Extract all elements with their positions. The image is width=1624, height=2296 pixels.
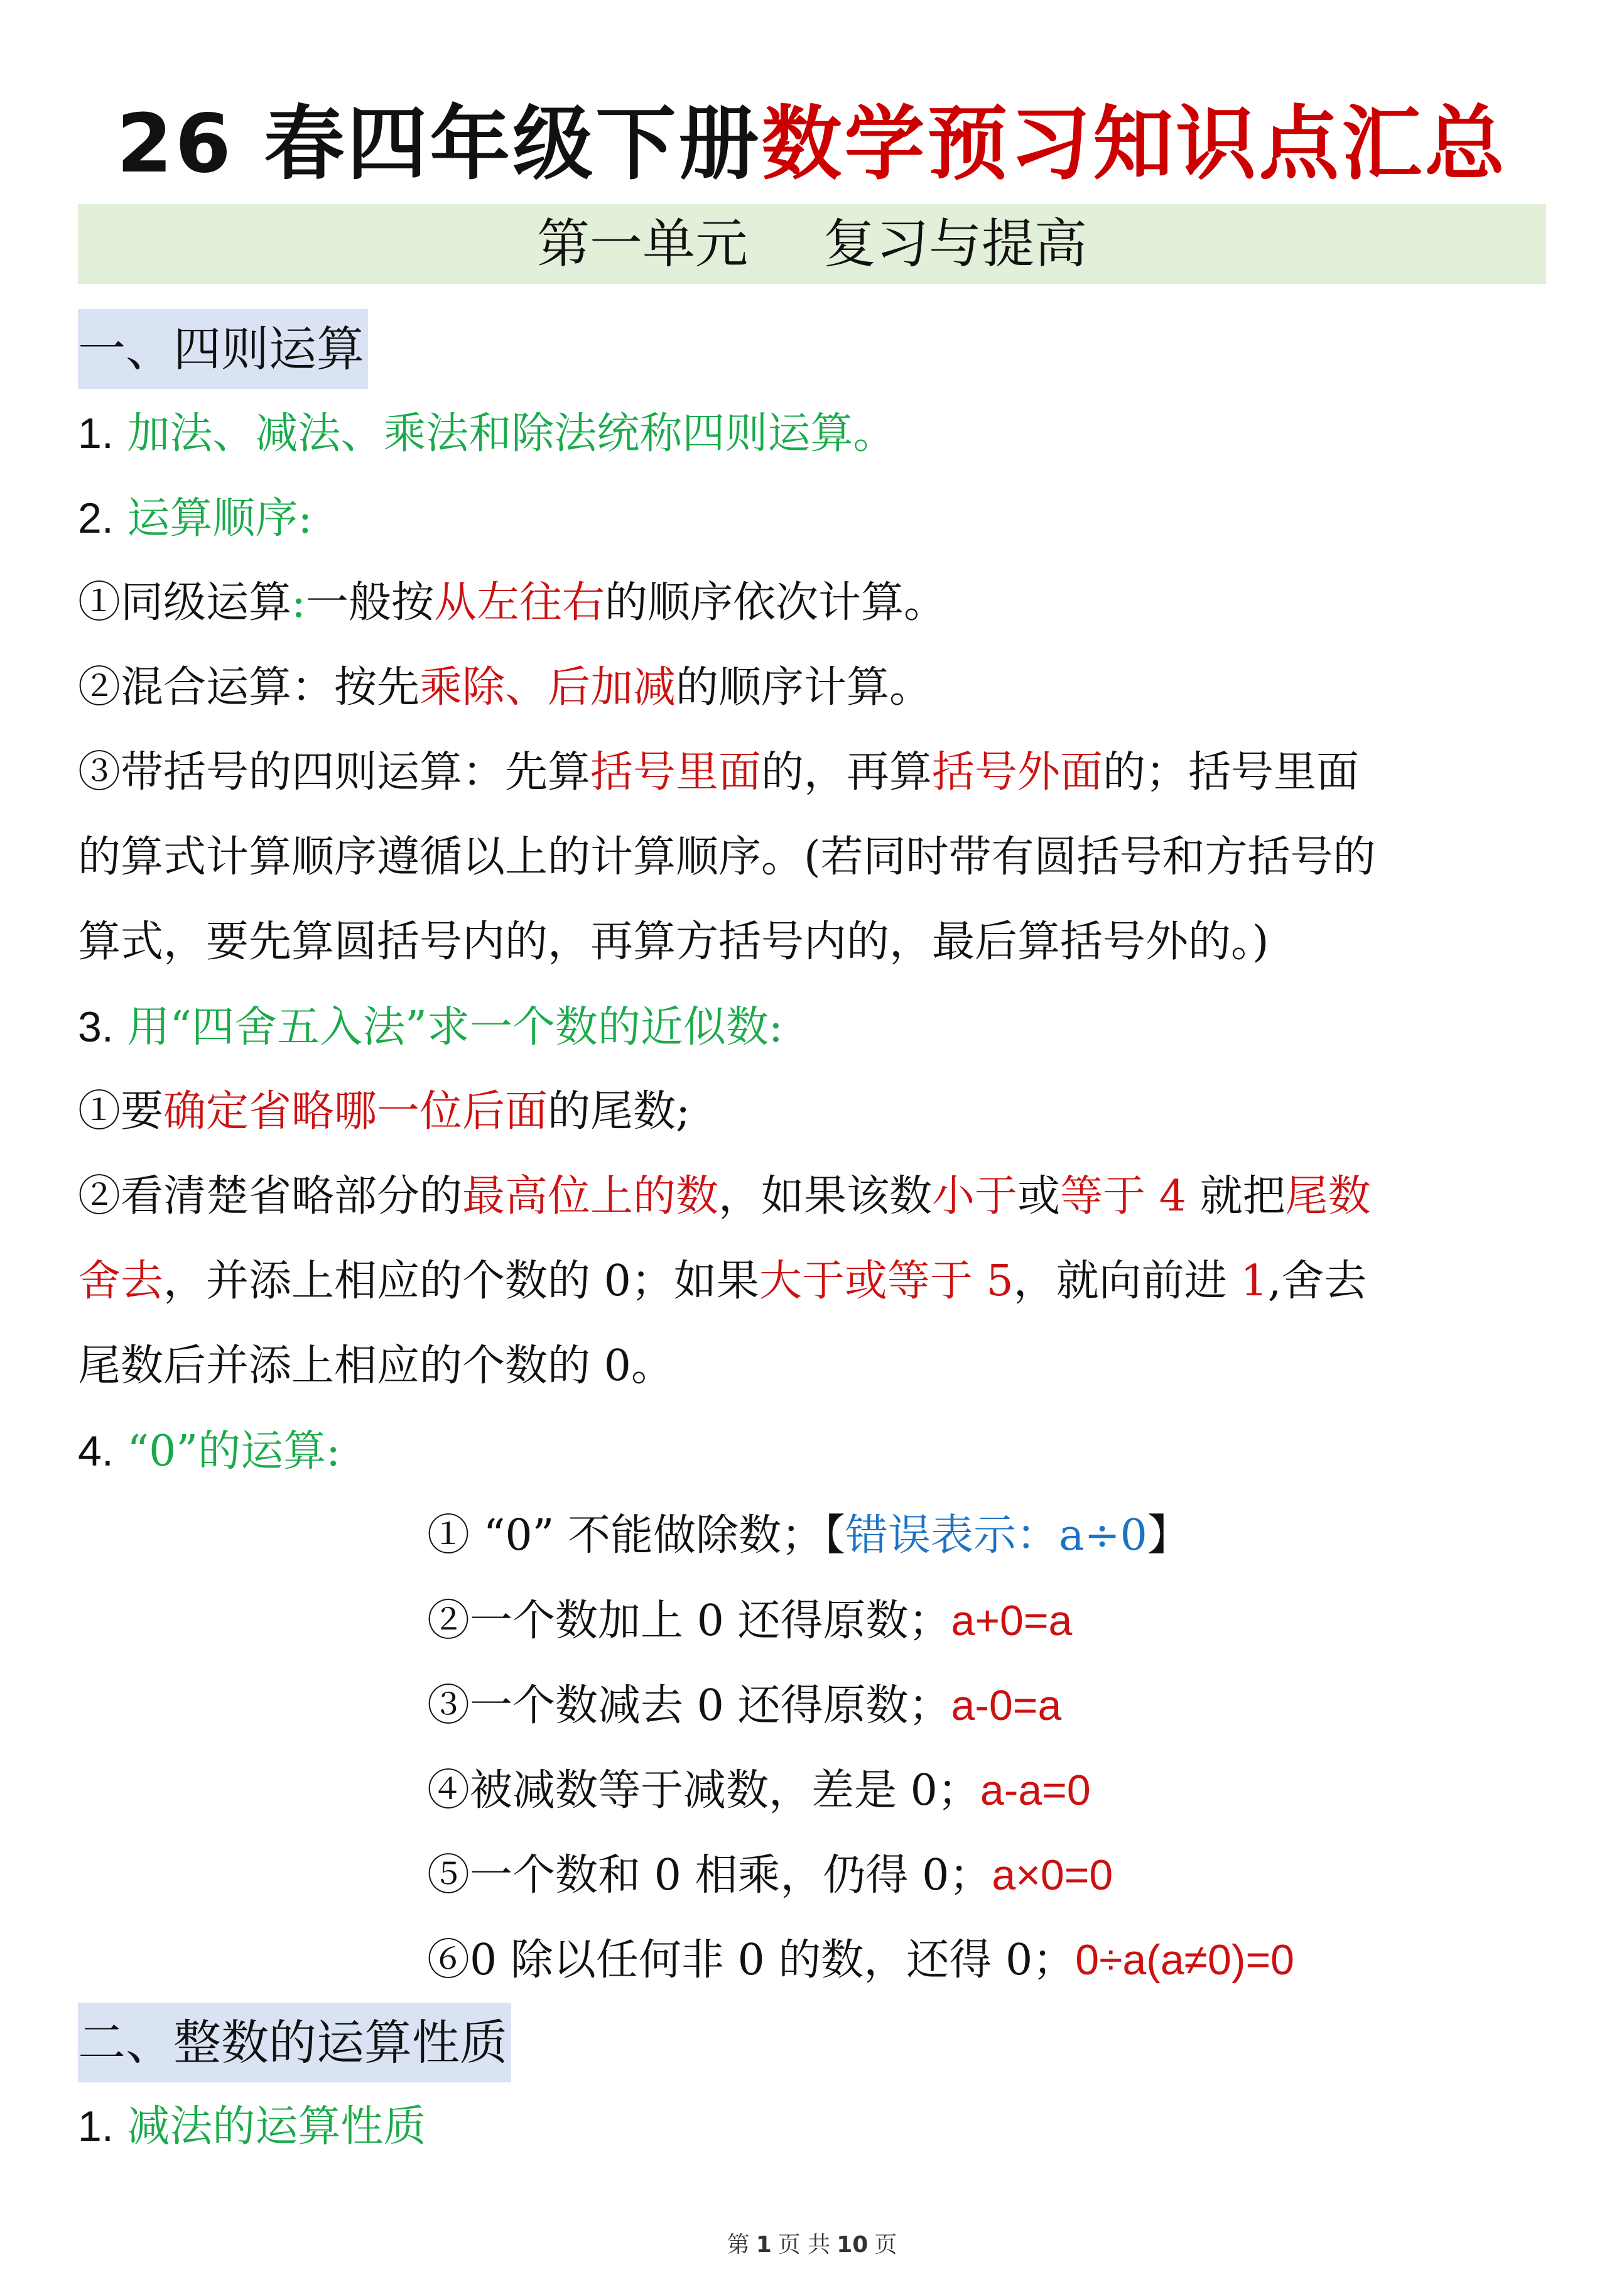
rounding-rule-2-line3: 尾数后并添上相应的个数的 0。 <box>78 1341 674 1391</box>
rule-emphasis: 括号外面 <box>932 748 1103 797</box>
rule-text: 就把 <box>1186 1172 1286 1221</box>
current-page-number: 1 <box>755 2232 772 2258</box>
rounding-rule-2 <box>78 1165 1371 1228</box>
item-number: 3. <box>78 1003 114 1051</box>
title-red-part: 数学预习知识点汇总 <box>761 97 1508 191</box>
zero-rule-5 <box>427 1844 1113 1907</box>
footer-suffix: 页 <box>874 2232 897 2258</box>
footer-prefix: 第 <box>727 2232 750 2258</box>
rule-text: ，并添上相应的个数的 0；如果 <box>163 1256 759 1306</box>
zero-rule-1 <box>427 1504 1190 1567</box>
zero-rule-2 <box>427 1589 1072 1653</box>
rule-emphasis: 乘除、后加减 <box>420 663 676 712</box>
formula: a×0=0 <box>992 1851 1113 1899</box>
item-1-1 <box>78 402 896 465</box>
rule-text: ⑥0 除以任何非 0 的数，还得 0； <box>427 1935 1076 1985</box>
rule-text: ②混合运算：按先 <box>78 663 420 712</box>
unit-name: 复习与提高 <box>823 213 1088 275</box>
item-text: 运算顺序: <box>127 494 313 543</box>
rule-text: 的顺序计算。 <box>676 663 933 712</box>
rule-emphasis: 确定省略哪一位后面 <box>163 1087 548 1136</box>
rule-emphasis: 小于 <box>932 1172 1018 1221</box>
rule-text: ⑤一个数和 0 相乘，仍得 0； <box>427 1851 992 1900</box>
rule-text: ,舍去 <box>1267 1256 1367 1306</box>
page-footer <box>0 2227 1624 2259</box>
section-heading-1: 一、四则运算 <box>78 309 368 389</box>
item-text: “0”的运算: <box>127 1427 341 1476</box>
item-number: 2. <box>78 494 114 542</box>
item-number: 4. <box>78 1427 114 1475</box>
rule-text: ，如果该数 <box>718 1172 933 1221</box>
item-text: 加法、减法、乘法和除法统称四则运算。 <box>127 409 896 459</box>
order-rule-3-line3: 算式，要先算圆括号内的，再算方括号内的，最后算括号外的。) <box>78 917 1269 967</box>
rule-text: 或 <box>1017 1172 1061 1221</box>
formula: a-a=0 <box>980 1766 1091 1814</box>
rule-text: 的，再算 <box>761 748 933 797</box>
rule-text: 的；括号里面 <box>1103 748 1360 797</box>
rule-label: ①同级运算 <box>78 578 292 628</box>
title-black-part: 26 春四年级下册 <box>116 97 762 191</box>
unit-number: 第一单元 <box>536 213 748 275</box>
formula: a+0=a <box>951 1597 1073 1645</box>
rule-emphasis: 括号里面 <box>590 748 762 797</box>
zero-rule-3 <box>427 1674 1061 1738</box>
formula: a-0=a <box>951 1682 1062 1729</box>
zero-rule-4 <box>427 1759 1091 1822</box>
rule-text: ④被减数等于减数，差是 0； <box>427 1766 980 1815</box>
item-number: 1. <box>78 410 114 457</box>
rule-text: ②看清楚省略部分的 <box>78 1172 463 1221</box>
rule-emphasis: 尾数 <box>1285 1172 1371 1221</box>
formula: 0÷a(a≠0)=0 <box>1075 1936 1294 1984</box>
order-rule-3 <box>78 741 1359 804</box>
zero-rule-6 <box>427 1929 1294 1992</box>
item-1-2 <box>78 487 312 550</box>
item-number: 1. <box>78 2103 114 2150</box>
rule-text: ，就向前进 <box>1013 1256 1241 1306</box>
footer-mid: 页 共 <box>777 2232 831 2258</box>
rule-text: 的顺序依次计算。 <box>604 578 946 628</box>
item-2-1 <box>78 2095 426 2158</box>
rounding-rule-1 <box>78 1080 690 1143</box>
item-1-4 <box>78 1420 340 1483</box>
rounding-rule-2-line2 <box>78 1250 1367 1313</box>
section-heading-2: 二、整数的运算性质 <box>78 2003 511 2082</box>
order-rule-3-line2: 的算式计算顺序遵循以上的计算顺序。(若同时带有圆括号和方括号的 <box>78 832 1376 882</box>
rule-text: 的尾数; <box>548 1087 690 1136</box>
rule-emphasis: 舍去 <box>78 1256 164 1306</box>
rule-text: ③带括号的四则运算：先算 <box>78 748 591 797</box>
unit-banner <box>78 204 1546 284</box>
rule-emphasis: 最高位上的数 <box>462 1172 719 1221</box>
item-text: 减法的运算性质 <box>127 2102 426 2152</box>
total-pages: 10 <box>836 2232 869 2258</box>
rule-emphasis: 等于 4 <box>1060 1172 1186 1221</box>
rule-emphasis: 大于或等于 5 <box>759 1256 1014 1306</box>
item-text: 用“四舍五入法”求一个数的近似数: <box>127 1003 783 1052</box>
rule-text: ①要 <box>78 1087 164 1136</box>
rule-emphasis: 1 <box>1240 1256 1268 1306</box>
page-title <box>0 94 1624 195</box>
bracket-open: 【 <box>824 1511 846 1560</box>
rule-emphasis: 从左往右 <box>433 578 605 628</box>
rule-colon: : <box>291 578 306 628</box>
rule-text: 一般按 <box>305 578 434 628</box>
order-rule-1 <box>78 572 946 634</box>
error-note: 错误表示：a÷0 <box>845 1511 1147 1560</box>
item-1-3 <box>78 996 783 1059</box>
order-rule-2 <box>78 656 932 719</box>
bracket-close: 】 <box>1147 1511 1190 1560</box>
rule-text: ① “0” 不能做除数； <box>427 1511 825 1560</box>
rule-text: ②一个数加上 0 还得原数； <box>427 1596 951 1646</box>
rule-text: ③一个数减去 0 还得原数； <box>427 1681 951 1731</box>
